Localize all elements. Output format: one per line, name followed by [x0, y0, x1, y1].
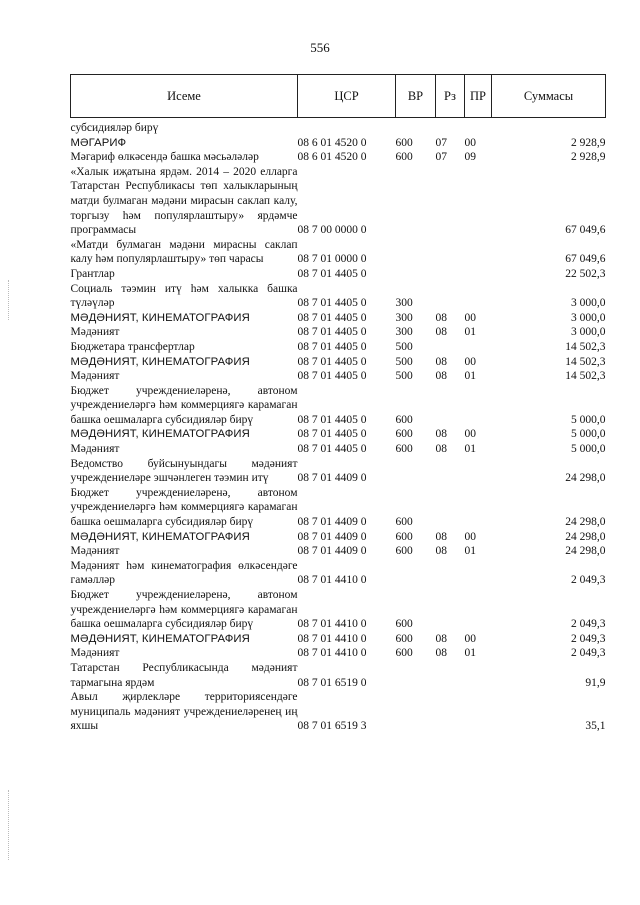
cell-sum: 14 502,3 [565, 340, 606, 353]
cell-vr: 500 [395, 370, 413, 383]
cell-vr: 500 [395, 340, 413, 353]
table-row [71, 369, 606, 384]
cell-csr: 08 7 01 4409 0 [297, 545, 367, 558]
table-row [71, 486, 606, 530]
cell-pr [465, 690, 492, 734]
table-row [71, 325, 606, 340]
cell-sum: 2 049,3 [571, 618, 606, 631]
cell-sum: 5 000,0 [571, 428, 606, 441]
cell-vr [396, 661, 436, 690]
cell-csr: 08 7 01 4405 0 [297, 413, 367, 426]
cell-name: МӘДӘНИЯТ, КИНЕМАТОГРАФИЯ [70, 632, 250, 645]
header-rz: Рз [436, 75, 465, 118]
cell-pr: 01 [464, 326, 476, 339]
cell-rz: 08 [435, 370, 447, 383]
header-pr: ПР [465, 75, 492, 118]
cell-rz [436, 238, 465, 267]
table-row [71, 150, 606, 165]
table-row [71, 661, 606, 690]
cell-vr [396, 238, 436, 267]
cell-sum: 35,1 [585, 720, 606, 733]
cell-vr: 600 [395, 618, 413, 631]
cell-pr: 01 [464, 545, 476, 558]
cell-sum: 3 000,0 [571, 326, 606, 339]
cell-vr [396, 559, 436, 588]
cell-csr: 08 7 01 4405 0 [297, 443, 367, 456]
table-row [71, 340, 606, 355]
cell-name: субсидияләр бирү [70, 122, 159, 134]
header-name: Исеме [71, 75, 298, 118]
table-row [71, 544, 606, 559]
cell-rz: 08 [435, 428, 447, 441]
cell-vr: 600 [395, 545, 413, 558]
cell-vr: 600 [395, 413, 413, 426]
cell-sum: 24 298,0 [565, 516, 606, 529]
cell-pr [465, 282, 492, 311]
table-row [71, 282, 606, 311]
cell-sum: 91,9 [585, 676, 606, 689]
cell-csr: 08 7 01 4410 0 [297, 647, 367, 660]
cell-rz [436, 340, 465, 355]
cell-sum: 3 000,0 [571, 311, 606, 324]
cell-csr: 08 7 00 0000 0 [297, 224, 367, 237]
table-row [71, 442, 606, 457]
cell-vr [396, 457, 436, 486]
cell-name: Мәгариф өлкәсендә башка мәсьәләләр [70, 151, 259, 164]
cell-rz: 08 [435, 311, 447, 324]
cell-rz [436, 588, 465, 632]
table-row [71, 165, 606, 238]
cell-rz: 08 [435, 647, 447, 660]
cell-csr: 08 7 01 4405 0 [297, 428, 367, 441]
header-vr: ВР [396, 75, 436, 118]
margin-scan-marks [8, 790, 10, 860]
cell-csr: 08 7 01 4405 0 [297, 370, 367, 383]
cell-name: Ведомство буйсынуындагы мәдәният учреждениеләре эшчәнлеген тәэмин итү [70, 457, 298, 485]
cell-vr: 300 [395, 326, 413, 339]
cell-rz: 08 [435, 632, 447, 645]
cell-pr: 00 [464, 530, 476, 543]
cell-rz [436, 267, 465, 282]
cell-rz [436, 384, 465, 428]
cell-vr: 600 [395, 516, 413, 529]
cell-name: Авыл җирлекләре территориясендәге муниципаль мәдәният учреждениеләренең иң яхшы [70, 691, 298, 733]
cell-csr: 08 6 01 4520 0 [297, 136, 367, 149]
cell-rz [436, 118, 465, 136]
cell-sum: 22 502,3 [565, 267, 606, 280]
cell-name: МӘДӘНИЯТ, КИНЕМАТОГРАФИЯ [70, 530, 250, 543]
cell-sum: 3 000,0 [571, 297, 606, 310]
cell-rz [436, 165, 465, 238]
cell-rz: 08 [435, 326, 447, 339]
cell-vr: 300 [395, 311, 413, 324]
cell-name: Бюджет учреждениеләренә, автоном учреждениеләргә һәм коммерциягә карамаган башка оешмаларга субсидияләр бирү [70, 589, 298, 631]
cell-sum: 2 928,9 [571, 151, 606, 164]
cell-csr: 08 7 01 4405 0 [297, 297, 367, 310]
cell-pr: 01 [464, 370, 476, 383]
table-row [71, 136, 606, 151]
table-row [71, 559, 606, 588]
table-body [71, 118, 606, 734]
cell-pr [465, 118, 492, 136]
cell-csr: 08 7 01 4409 0 [297, 530, 367, 543]
table-row [71, 238, 606, 267]
cell-vr: 600 [395, 151, 413, 164]
cell-csr: 08 7 01 4405 0 [297, 267, 367, 280]
cell-name: Татарстан Республикасында мәдәният тармагына ярдәм [70, 661, 298, 689]
cell-vr [396, 118, 436, 136]
cell-rz: 08 [435, 530, 447, 543]
cell-csr: 08 7 01 4405 0 [297, 311, 367, 324]
cell-csr: 08 7 01 4405 0 [297, 355, 367, 368]
cell-sum: 2 049,3 [571, 647, 606, 660]
cell-csr: 08 7 01 4410 0 [297, 618, 367, 631]
cell-pr [465, 165, 492, 238]
cell-sum: 14 502,3 [565, 370, 606, 383]
table-row [71, 457, 606, 486]
cell-pr [465, 559, 492, 588]
table-row [71, 646, 606, 661]
cell-name: МӘДӘНИЯТ, КИНЕМАТОГРАФИЯ [70, 355, 250, 368]
cell-rz: 08 [435, 355, 447, 368]
cell-pr: 00 [464, 632, 476, 645]
cell-name: Бюджет учреждениеләренә, автоном учреждениеләргә һәм коммерциягә карамаган башка оешмаларга субсидияләр бирү [70, 486, 298, 529]
cell-pr: 00 [464, 355, 476, 368]
cell-csr: 08 7 01 4405 0 [297, 340, 367, 353]
cell-vr [396, 165, 436, 238]
cell-rz [436, 282, 465, 311]
cell-name: «Матди булмаган мәдәни мирасны саклап калу һәм популярлаштыру» төп чарасы [70, 238, 298, 266]
cell-pr [465, 486, 492, 530]
cell-name: МӘДӘНИЯТ, КИНЕМАТОГРАФИЯ [70, 311, 250, 324]
cell-sum: 24 298,0 [565, 472, 606, 485]
header-sum: Суммасы [492, 75, 606, 118]
cell-rz [436, 661, 465, 690]
cell-rz [436, 457, 465, 486]
cell-sum: 24 298,0 [565, 530, 606, 543]
table-row [71, 118, 606, 136]
page-number: 556 [310, 40, 330, 55]
cell-pr: 00 [464, 428, 476, 441]
cell-csr: 08 7 01 0000 0 [297, 253, 367, 266]
cell-name: Социаль тәэмин итү һәм халыкка башка түләүләр [70, 282, 298, 310]
cell-name: «Халык иҗатына ярдәм. 2014 – 2020 елларга Татарстан Республикасы төп халыкларының матди булмаган мәдәни мирасын саклап калу, торгызу һәм популярлаштыру» ярдәмче программасы [70, 165, 298, 237]
cell-name: Грантлар [70, 267, 115, 280]
cell-csr: 08 7 01 4410 0 [297, 574, 367, 587]
cell-pr [465, 457, 492, 486]
cell-vr: 500 [395, 355, 413, 368]
cell-pr: 00 [464, 311, 476, 324]
cell-vr: 600 [395, 530, 413, 543]
header-csr: ЦСР [298, 75, 396, 118]
cell-csr: 08 6 01 4520 0 [297, 151, 367, 164]
cell-rz: 08 [435, 443, 447, 456]
cell-sum: 14 502,3 [565, 355, 606, 368]
cell-pr [465, 384, 492, 428]
margin-scan-marks [8, 280, 10, 320]
cell-csr: 08 7 01 4410 0 [297, 632, 367, 645]
cell-pr: 01 [464, 443, 476, 456]
cell-rz [436, 559, 465, 588]
cell-rz [436, 690, 465, 734]
cell-vr: 600 [395, 428, 413, 441]
table-row [71, 427, 606, 442]
cell-vr: 300 [395, 297, 413, 310]
table-row [71, 384, 606, 428]
cell-csr [298, 118, 396, 136]
cell-csr: 08 7 01 4405 0 [297, 326, 367, 339]
cell-sum: 24 298,0 [565, 545, 606, 558]
cell-rz: 07 [435, 136, 447, 149]
cell-name: Бюджет учреждениеләренә, автоном учреждениеләргә һәм коммерциягә карамаган башка оешмаларга субсидияләр бирү [70, 384, 298, 426]
table-header-row [71, 75, 606, 118]
cell-sum: 5 000,0 [571, 413, 606, 426]
cell-name: МӘДӘНИЯТ, КИНЕМАТОГРАФИЯ [70, 428, 250, 441]
cell-sum: 2 049,3 [571, 632, 606, 645]
cell-name: Мәдәният [70, 545, 120, 558]
cell-pr [465, 238, 492, 267]
table-row [71, 632, 606, 647]
cell-sum: 2 928,9 [571, 136, 606, 149]
cell-csr: 08 7 01 6519 0 [297, 676, 367, 689]
cell-pr: 09 [464, 151, 476, 164]
cell-name: Бюджетара трансфертлар [70, 340, 195, 353]
cell-csr: 08 7 01 4409 0 [297, 516, 367, 529]
cell-vr: 600 [395, 443, 413, 456]
cell-name: Мәдәният [70, 443, 120, 456]
cell-name: Мәдәният һәм кинематография өлкәсендәге гамәлләр [70, 559, 298, 587]
cell-vr: 600 [395, 647, 413, 660]
cell-rz [436, 486, 465, 530]
cell-csr: 08 7 01 4409 0 [297, 472, 367, 485]
cell-sum [492, 118, 606, 136]
table-row [71, 530, 606, 545]
cell-rz: 08 [435, 545, 447, 558]
cell-vr: 600 [395, 632, 413, 645]
cell-sum: 67 049,6 [565, 253, 606, 266]
cell-pr [465, 340, 492, 355]
cell-name: Мәдәният [70, 370, 120, 383]
table-row [71, 588, 606, 632]
cell-pr [465, 588, 492, 632]
table-row [71, 311, 606, 326]
cell-vr: 600 [395, 136, 413, 149]
cell-sum: 2 049,3 [571, 574, 606, 587]
cell-pr [465, 661, 492, 690]
cell-vr [396, 267, 436, 282]
cell-pr: 01 [464, 647, 476, 660]
cell-name: МӘГАРИФ [70, 136, 127, 149]
table-row [71, 267, 606, 282]
cell-pr: 00 [464, 136, 476, 149]
cell-pr [465, 267, 492, 282]
cell-sum: 67 049,6 [565, 224, 606, 237]
table-row [71, 355, 606, 370]
budget-table [70, 74, 606, 734]
cell-rz: 07 [435, 151, 447, 164]
cell-name: Мәдәният [70, 647, 120, 660]
cell-sum: 5 000,0 [571, 443, 606, 456]
cell-vr [396, 690, 436, 734]
table-row [71, 690, 606, 734]
cell-csr: 08 7 01 6519 3 [297, 720, 367, 733]
cell-name: Мәдәният [70, 326, 120, 339]
